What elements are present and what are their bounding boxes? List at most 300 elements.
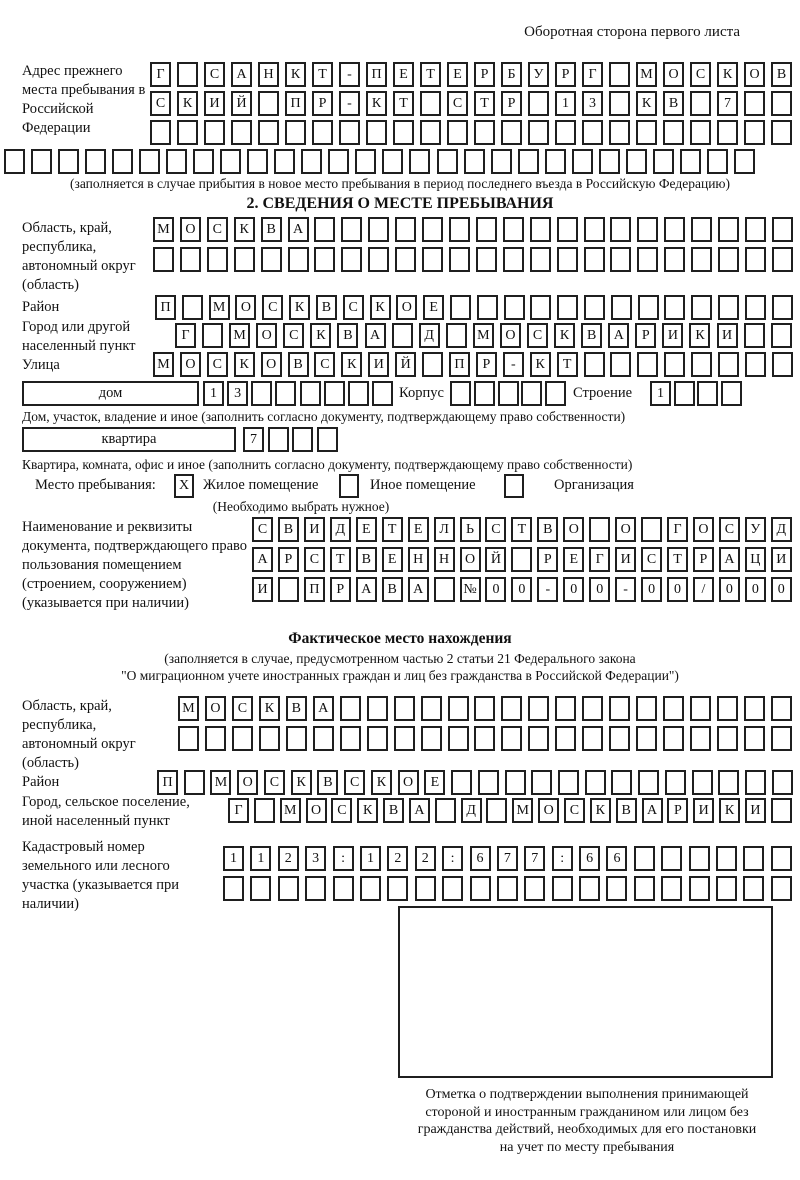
char-cell[interactable]: В: [261, 217, 282, 242]
char-cell[interactable]: Г: [228, 798, 249, 823]
char-cell[interactable]: А: [719, 547, 740, 572]
char-cell[interactable]: М: [229, 323, 250, 348]
char-cell[interactable]: [486, 798, 507, 823]
char-cell[interactable]: [301, 149, 322, 174]
char-cell[interactable]: [744, 696, 765, 721]
char-cell[interactable]: [771, 696, 792, 721]
char-cell[interactable]: [139, 149, 160, 174]
char-cell[interactable]: [691, 352, 712, 377]
char-cell[interactable]: Е: [382, 547, 403, 572]
char-cell[interactable]: /: [693, 577, 714, 602]
char-cell[interactable]: [530, 247, 551, 272]
checkbox-inoe-pomeshchenie[interactable]: [339, 474, 359, 498]
char-cell[interactable]: [340, 726, 361, 751]
char-cell[interactable]: [521, 381, 542, 406]
char-cell[interactable]: [220, 149, 241, 174]
char-cell[interactable]: В: [286, 696, 307, 721]
char-cell[interactable]: 6: [470, 846, 491, 871]
char-cell[interactable]: Т: [557, 352, 578, 377]
char-cell[interactable]: [58, 149, 79, 174]
char-cell[interactable]: [637, 217, 658, 242]
char-cell[interactable]: И: [204, 91, 225, 116]
char-cell[interactable]: [545, 381, 566, 406]
char-cell[interactable]: [285, 120, 306, 145]
char-cell[interactable]: М: [209, 295, 230, 320]
char-cell[interactable]: [420, 91, 441, 116]
char-cell[interactable]: С: [252, 517, 273, 542]
char-cell[interactable]: [745, 770, 766, 795]
char-cell[interactable]: [530, 295, 551, 320]
char-cell[interactable]: 0: [719, 577, 740, 602]
char-cell[interactable]: [450, 381, 471, 406]
char-cell[interactable]: [477, 295, 498, 320]
char-cell[interactable]: [680, 149, 701, 174]
char-cell[interactable]: С: [232, 696, 253, 721]
char-cell[interactable]: [524, 876, 545, 901]
char-cell[interactable]: [232, 726, 253, 751]
char-cell[interactable]: [584, 247, 605, 272]
char-cell[interactable]: Д: [330, 517, 351, 542]
char-cell[interactable]: [609, 91, 630, 116]
char-cell[interactable]: С: [343, 295, 364, 320]
char-cell[interactable]: [771, 323, 792, 348]
char-cell[interactable]: [528, 696, 549, 721]
char-cell[interactable]: К: [554, 323, 575, 348]
char-cell[interactable]: С: [331, 798, 352, 823]
char-cell[interactable]: С: [207, 217, 228, 242]
char-cell[interactable]: О: [256, 323, 277, 348]
char-cell[interactable]: [530, 217, 551, 242]
char-cell[interactable]: В: [288, 352, 309, 377]
char-cell[interactable]: С: [447, 91, 468, 116]
char-cell[interactable]: [501, 120, 522, 145]
char-cell[interactable]: [420, 120, 441, 145]
char-cell[interactable]: Р: [501, 91, 522, 116]
char-cell[interactable]: [661, 876, 682, 901]
char-cell[interactable]: [367, 696, 388, 721]
char-cell[interactable]: [182, 295, 203, 320]
char-cell[interactable]: [745, 352, 766, 377]
char-cell[interactable]: [254, 798, 275, 823]
char-cell[interactable]: [449, 217, 470, 242]
char-cell[interactable]: Т: [330, 547, 351, 572]
char-cell[interactable]: М: [636, 62, 657, 87]
char-cell[interactable]: А: [365, 323, 386, 348]
char-cell[interactable]: [474, 120, 495, 145]
char-cell[interactable]: [250, 876, 271, 901]
char-cell[interactable]: [745, 217, 766, 242]
char-cell[interactable]: [674, 381, 695, 406]
char-cell[interactable]: Р: [635, 323, 656, 348]
char-cell[interactable]: [274, 149, 295, 174]
char-cell[interactable]: И: [771, 547, 792, 572]
char-cell[interactable]: [261, 247, 282, 272]
char-cell[interactable]: [409, 149, 430, 174]
char-cell[interactable]: В: [316, 295, 337, 320]
char-cell[interactable]: [664, 295, 685, 320]
char-cell[interactable]: [85, 149, 106, 174]
char-cell[interactable]: М: [153, 352, 174, 377]
char-cell[interactable]: [697, 381, 718, 406]
char-cell[interactable]: [348, 381, 369, 406]
char-cell[interactable]: В: [356, 547, 377, 572]
char-cell[interactable]: 1: [223, 846, 244, 871]
char-cell[interactable]: :: [333, 846, 354, 871]
char-cell[interactable]: [324, 381, 345, 406]
char-cell[interactable]: [690, 91, 711, 116]
char-cell[interactable]: К: [590, 798, 611, 823]
char-cell[interactable]: 0: [563, 577, 584, 602]
char-cell[interactable]: [312, 120, 333, 145]
char-cell[interactable]: С: [207, 352, 228, 377]
char-cell[interactable]: А: [408, 577, 429, 602]
char-cell[interactable]: -: [615, 577, 636, 602]
char-cell[interactable]: [372, 381, 393, 406]
char-cell[interactable]: [476, 217, 497, 242]
char-cell[interactable]: О: [663, 62, 684, 87]
char-cell[interactable]: [691, 295, 712, 320]
char-cell[interactable]: [743, 876, 764, 901]
char-cell[interactable]: С: [641, 547, 662, 572]
char-cell[interactable]: [664, 217, 685, 242]
char-cell[interactable]: [258, 91, 279, 116]
char-cell[interactable]: С: [314, 352, 335, 377]
char-cell[interactable]: [582, 120, 603, 145]
char-cell[interactable]: К: [259, 696, 280, 721]
char-cell[interactable]: К: [310, 323, 331, 348]
char-cell[interactable]: М: [210, 770, 231, 795]
char-cell[interactable]: [150, 120, 171, 145]
char-cell[interactable]: [663, 120, 684, 145]
char-cell[interactable]: [609, 120, 630, 145]
char-cell[interactable]: [734, 149, 755, 174]
char-cell[interactable]: [717, 696, 738, 721]
char-cell[interactable]: Ь: [460, 517, 481, 542]
char-cell[interactable]: [582, 726, 603, 751]
char-cell[interactable]: [421, 726, 442, 751]
char-cell[interactable]: [638, 770, 659, 795]
char-cell[interactable]: [744, 726, 765, 751]
char-cell[interactable]: В: [317, 770, 338, 795]
char-cell[interactable]: С: [564, 798, 585, 823]
char-cell[interactable]: [434, 577, 455, 602]
char-cell[interactable]: Т: [393, 91, 414, 116]
char-cell[interactable]: О: [500, 323, 521, 348]
char-cell[interactable]: [528, 120, 549, 145]
char-cell[interactable]: [470, 876, 491, 901]
char-cell[interactable]: 7: [524, 846, 545, 871]
char-cell[interactable]: М: [280, 798, 301, 823]
char-cell[interactable]: О: [538, 798, 559, 823]
char-cell[interactable]: [511, 547, 532, 572]
char-cell[interactable]: [585, 770, 606, 795]
char-cell[interactable]: [557, 295, 578, 320]
char-cell[interactable]: О: [396, 295, 417, 320]
char-cell[interactable]: Е: [563, 547, 584, 572]
char-cell[interactable]: М: [153, 217, 174, 242]
char-cell[interactable]: С: [304, 547, 325, 572]
char-cell[interactable]: Р: [312, 91, 333, 116]
char-cell[interactable]: Е: [408, 517, 429, 542]
char-cell[interactable]: [690, 120, 711, 145]
char-cell[interactable]: [503, 247, 524, 272]
char-cell[interactable]: [664, 247, 685, 272]
char-cell[interactable]: У: [745, 517, 766, 542]
char-cell[interactable]: [634, 846, 655, 871]
char-cell[interactable]: [231, 120, 252, 145]
char-cell[interactable]: [333, 876, 354, 901]
char-cell[interactable]: [259, 726, 280, 751]
char-cell[interactable]: П: [285, 91, 306, 116]
char-cell[interactable]: К: [234, 217, 255, 242]
char-cell[interactable]: [636, 726, 657, 751]
char-cell[interactable]: [180, 247, 201, 272]
char-cell[interactable]: [716, 876, 737, 901]
char-cell[interactable]: [205, 726, 226, 751]
char-cell[interactable]: [387, 876, 408, 901]
char-cell[interactable]: В: [663, 91, 684, 116]
char-cell[interactable]: О: [563, 517, 584, 542]
char-cell[interactable]: [771, 876, 792, 901]
char-cell[interactable]: [661, 846, 682, 871]
char-cell[interactable]: 3: [305, 846, 326, 871]
char-cell[interactable]: [278, 876, 299, 901]
char-cell[interactable]: С: [150, 91, 171, 116]
char-cell[interactable]: К: [719, 798, 740, 823]
char-cell[interactable]: Е: [447, 62, 468, 87]
char-cell[interactable]: [531, 770, 552, 795]
char-cell[interactable]: К: [285, 62, 306, 87]
char-cell[interactable]: -: [339, 91, 360, 116]
char-cell[interactable]: А: [252, 547, 273, 572]
checkbox-organizatsiya[interactable]: [504, 474, 524, 498]
char-cell[interactable]: [557, 217, 578, 242]
char-cell[interactable]: [341, 247, 362, 272]
char-cell[interactable]: О: [615, 517, 636, 542]
char-cell[interactable]: [611, 770, 632, 795]
char-cell[interactable]: О: [180, 352, 201, 377]
char-cell[interactable]: [716, 846, 737, 871]
char-cell[interactable]: В: [616, 798, 637, 823]
char-cell[interactable]: О: [398, 770, 419, 795]
char-cell[interactable]: [504, 295, 525, 320]
char-cell[interactable]: [609, 726, 630, 751]
char-cell[interactable]: Й: [395, 352, 416, 377]
char-cell[interactable]: 2: [387, 846, 408, 871]
char-cell[interactable]: [394, 726, 415, 751]
char-cell[interactable]: [446, 323, 467, 348]
char-cell[interactable]: [478, 770, 499, 795]
char-cell[interactable]: [503, 217, 524, 242]
char-cell[interactable]: И: [252, 577, 273, 602]
char-cell[interactable]: [202, 323, 223, 348]
char-cell[interactable]: П: [157, 770, 178, 795]
char-cell[interactable]: К: [717, 62, 738, 87]
char-cell[interactable]: Д: [419, 323, 440, 348]
char-cell[interactable]: 0: [667, 577, 688, 602]
char-cell[interactable]: С: [719, 517, 740, 542]
char-cell[interactable]: К: [289, 295, 310, 320]
char-cell[interactable]: [314, 247, 335, 272]
char-cell[interactable]: К: [341, 352, 362, 377]
char-cell[interactable]: [718, 217, 739, 242]
char-cell[interactable]: Н: [408, 547, 429, 572]
char-cell[interactable]: -: [537, 577, 558, 602]
char-cell[interactable]: [579, 876, 600, 901]
char-cell[interactable]: П: [304, 577, 325, 602]
char-cell[interactable]: [663, 726, 684, 751]
char-cell[interactable]: -: [339, 62, 360, 87]
char-cell[interactable]: [498, 381, 519, 406]
char-cell[interactable]: Л: [434, 517, 455, 542]
char-cell[interactable]: [691, 217, 712, 242]
char-cell[interactable]: [275, 381, 296, 406]
char-cell[interactable]: [505, 770, 526, 795]
char-cell[interactable]: [718, 247, 739, 272]
char-cell[interactable]: С: [690, 62, 711, 87]
char-cell[interactable]: [422, 247, 443, 272]
char-cell[interactable]: [223, 876, 244, 901]
char-cell[interactable]: [690, 726, 711, 751]
char-cell[interactable]: [606, 876, 627, 901]
char-cell[interactable]: [584, 295, 605, 320]
char-cell[interactable]: У: [528, 62, 549, 87]
char-cell[interactable]: [448, 696, 469, 721]
char-cell[interactable]: [4, 149, 25, 174]
char-cell[interactable]: [638, 295, 659, 320]
char-cell[interactable]: [501, 696, 522, 721]
char-cell[interactable]: [626, 149, 647, 174]
char-cell[interactable]: [772, 217, 793, 242]
char-cell[interactable]: 6: [606, 846, 627, 871]
char-cell[interactable]: К: [177, 91, 198, 116]
char-cell[interactable]: Р: [278, 547, 299, 572]
char-cell[interactable]: [772, 247, 793, 272]
char-cell[interactable]: А: [231, 62, 252, 87]
char-cell[interactable]: [449, 247, 470, 272]
char-cell[interactable]: И: [717, 323, 738, 348]
char-cell[interactable]: 0: [771, 577, 792, 602]
char-cell[interactable]: [771, 846, 792, 871]
char-cell[interactable]: [584, 217, 605, 242]
char-cell[interactable]: С: [527, 323, 548, 348]
char-cell[interactable]: Й: [485, 547, 506, 572]
char-cell[interactable]: С: [485, 517, 506, 542]
char-cell[interactable]: [258, 120, 279, 145]
char-cell[interactable]: Н: [258, 62, 279, 87]
char-cell[interactable]: С: [344, 770, 365, 795]
char-cell[interactable]: М: [473, 323, 494, 348]
char-cell[interactable]: Е: [393, 62, 414, 87]
char-cell[interactable]: Т: [382, 517, 403, 542]
char-cell[interactable]: [368, 247, 389, 272]
char-cell[interactable]: П: [449, 352, 470, 377]
char-cell[interactable]: [692, 770, 713, 795]
char-cell[interactable]: И: [662, 323, 683, 348]
char-cell[interactable]: [653, 149, 674, 174]
char-cell[interactable]: [636, 696, 657, 721]
checkbox-zhiloe-pomeshchenie[interactable]: X: [174, 474, 194, 498]
char-cell[interactable]: В: [337, 323, 358, 348]
char-cell[interactable]: [339, 120, 360, 145]
char-cell[interactable]: П: [155, 295, 176, 320]
char-cell[interactable]: В: [278, 517, 299, 542]
char-cell[interactable]: В: [383, 798, 404, 823]
char-cell[interactable]: Р: [555, 62, 576, 87]
char-cell[interactable]: [166, 149, 187, 174]
char-cell[interactable]: [286, 726, 307, 751]
char-cell[interactable]: [572, 149, 593, 174]
char-cell[interactable]: 0: [641, 577, 662, 602]
char-cell[interactable]: [664, 352, 685, 377]
char-cell[interactable]: [555, 696, 576, 721]
char-cell[interactable]: Н: [434, 547, 455, 572]
char-cell[interactable]: [394, 696, 415, 721]
char-cell[interactable]: [278, 577, 299, 602]
char-cell[interactable]: 1: [650, 381, 671, 406]
char-cell[interactable]: И: [615, 547, 636, 572]
char-cell[interactable]: О: [744, 62, 765, 87]
char-cell[interactable]: И: [693, 798, 714, 823]
char-cell[interactable]: [636, 120, 657, 145]
char-cell[interactable]: [366, 120, 387, 145]
char-cell[interactable]: [637, 352, 658, 377]
char-cell[interactable]: [717, 120, 738, 145]
char-cell[interactable]: [474, 726, 495, 751]
char-cell[interactable]: П: [366, 62, 387, 87]
char-cell[interactable]: [718, 352, 739, 377]
char-cell[interactable]: [610, 217, 631, 242]
char-cell[interactable]: [442, 876, 463, 901]
char-cell[interactable]: [360, 876, 381, 901]
char-cell[interactable]: [552, 876, 573, 901]
char-cell[interactable]: [355, 149, 376, 174]
char-cell[interactable]: И: [745, 798, 766, 823]
char-cell[interactable]: А: [313, 696, 334, 721]
char-cell[interactable]: [474, 381, 495, 406]
char-cell[interactable]: [745, 295, 766, 320]
char-cell[interactable]: К: [291, 770, 312, 795]
char-cell[interactable]: :: [442, 846, 463, 871]
char-cell[interactable]: 1: [360, 846, 381, 871]
char-cell[interactable]: Р: [693, 547, 714, 572]
char-cell[interactable]: [744, 91, 765, 116]
char-cell[interactable]: [435, 798, 456, 823]
char-cell[interactable]: [422, 352, 443, 377]
char-cell[interactable]: [558, 770, 579, 795]
char-cell[interactable]: А: [642, 798, 663, 823]
char-cell[interactable]: [314, 217, 335, 242]
char-cell[interactable]: [341, 217, 362, 242]
char-cell[interactable]: [415, 876, 436, 901]
char-cell[interactable]: [772, 770, 793, 795]
char-cell[interactable]: [744, 120, 765, 145]
kvartira-type-box[interactable]: квартира: [22, 427, 236, 452]
char-cell[interactable]: [421, 696, 442, 721]
char-cell[interactable]: С: [264, 770, 285, 795]
char-cell[interactable]: 1: [203, 381, 224, 406]
char-cell[interactable]: [451, 770, 472, 795]
char-cell[interactable]: [177, 120, 198, 145]
char-cell[interactable]: [691, 247, 712, 272]
char-cell[interactable]: [717, 726, 738, 751]
char-cell[interactable]: Р: [476, 352, 497, 377]
char-cell[interactable]: К: [370, 295, 391, 320]
char-cell[interactable]: [609, 696, 630, 721]
char-cell[interactable]: [251, 381, 272, 406]
char-cell[interactable]: [328, 149, 349, 174]
char-cell[interactable]: 7: [243, 427, 264, 452]
